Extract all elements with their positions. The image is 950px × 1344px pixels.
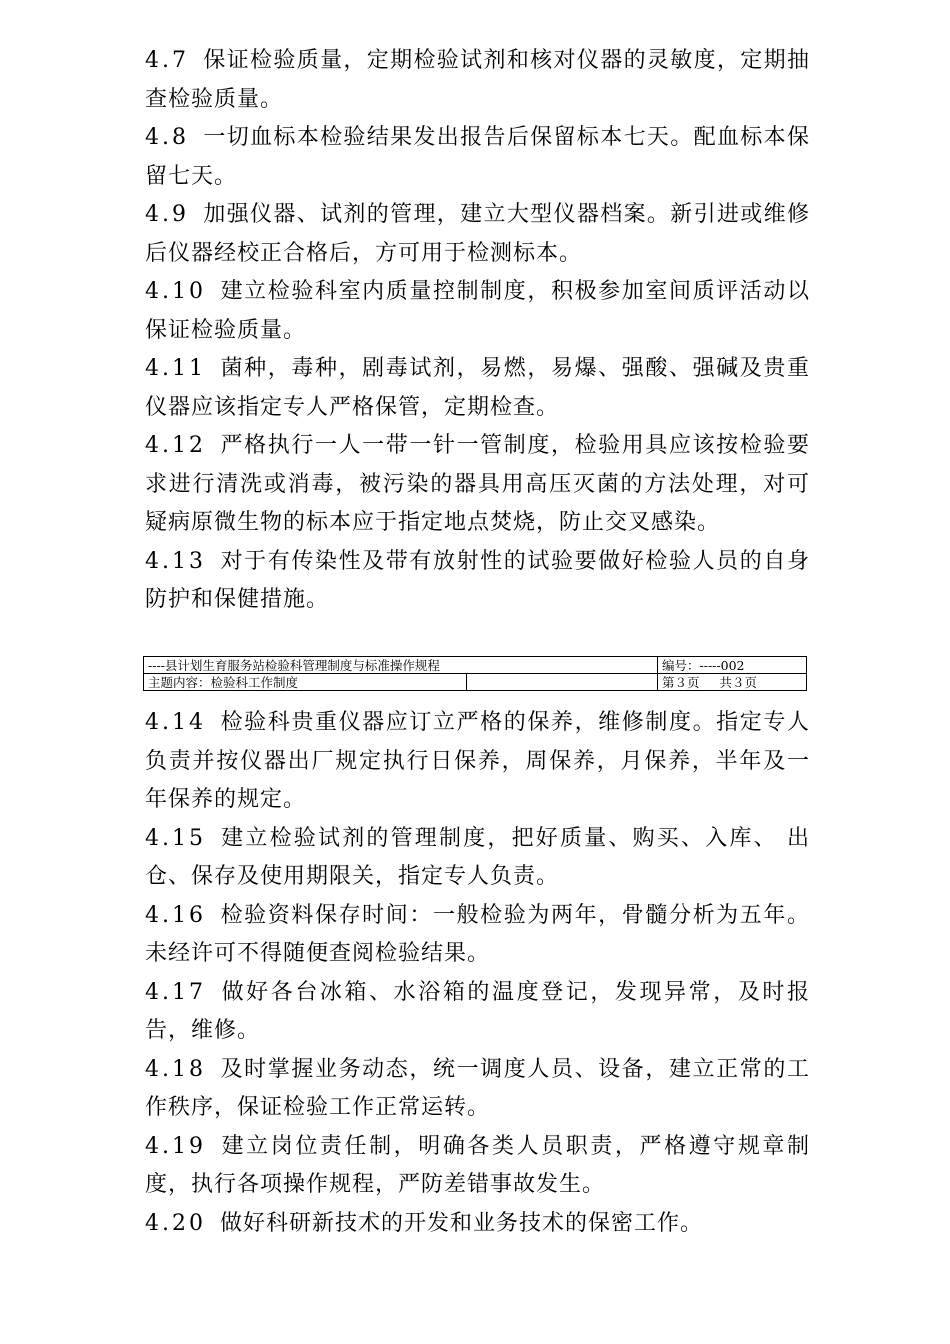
- clause-text: 菌种，毒种，剧毒试剂，易燃，易爆、强酸、强碱及贵重仪器应该指定专人严格保管，定期检查。: [145, 356, 810, 420]
- page-current: 第３页: [662, 674, 700, 690]
- clause-4-14: [145, 704, 810, 820]
- clause-4-8: [145, 119, 810, 196]
- clause-text: 保证检验质量，定期检验试剂和核对仪器的灵敏度，定期抽查检验质量。: [145, 48, 810, 112]
- doc-title: ----县计划生育服务站检验科管理制度与标准操作规程: [144, 657, 658, 674]
- clause-4-13: [145, 543, 810, 620]
- doc-number: 编号：-----002: [658, 657, 807, 674]
- clause-text: 建立检验科室内质量控制制度，积极参加室间质评活动以保证检验质量。: [145, 279, 810, 343]
- clause-number: 4.17: [145, 979, 206, 1005]
- clause-text: 严格执行一人一带一针一管制度，检验用具应该按检验要求进行清洗或消毒，被污染的器具用高压灭菌的方法处理，对可疑病原微生物的标本应于指定地点焚烧，防止交叉感染。: [145, 433, 810, 535]
- clause-4-20: [145, 1205, 810, 1244]
- subject-content: 主题内容：检验科工作制度: [144, 674, 467, 691]
- clause-number: 4.14: [145, 710, 206, 735]
- clause-number: 4.11: [145, 356, 206, 381]
- clause-4-16: [145, 897, 810, 974]
- clause-4-11: [145, 350, 810, 427]
- clause-text: 建立岗位责任制，明确各类人员职责，严格遵守规章制度，执行各项操作规程，严防差错事故发生。: [145, 1133, 810, 1197]
- page-total: 共３页: [719, 674, 758, 690]
- page-content-top: [145, 42, 810, 620]
- header-row-title: [144, 657, 807, 674]
- clause-number: 4.20: [145, 1210, 206, 1236]
- clause-4-18: [145, 1051, 810, 1128]
- clause-number: 4.13: [145, 548, 206, 574]
- clause-text: 加强仪器、试剂的管理，建立大型仪器档案。新引进或维修后仪器经校正合格后，方可用于检测标本。: [145, 202, 810, 266]
- clause-text: 做好各台冰箱、水浴箱的温度登记，发现异常，及时报告，维修。: [145, 979, 810, 1043]
- header-blank-cell: [467, 674, 658, 691]
- clause-text: 做好科研新技术的开发和业务技术的保密工作。: [219, 1210, 703, 1236]
- clause-4-17: [145, 974, 810, 1051]
- clause-text: 一切血标本检验结果发出报告后保留标本七天。配血标本保留七天。: [145, 125, 810, 189]
- clause-text: 检验科贵重仪器应订立严格的保养，维修制度。指定专人负责并按仪器出厂规定执行日保养，周保养，月保养，半年及一年保养的规定。: [145, 710, 810, 812]
- clause-number: 4.7: [145, 48, 189, 73]
- clause-text: 建立检验试剂的管理制度，把好质量、购买、入库、 出仓、保存及使用期限关，指定专人负责。: [145, 825, 810, 889]
- header-row-subject: [144, 674, 807, 691]
- clause-4-15: [145, 820, 810, 897]
- clause-number: 4.15: [145, 825, 206, 851]
- clause-number: 4.10: [145, 279, 206, 304]
- clause-number: 4.18: [145, 1056, 206, 1082]
- clause-4-7: [145, 42, 810, 119]
- clause-number: 4.9: [145, 202, 189, 227]
- clause-number: 4.12: [145, 433, 206, 458]
- clause-4-10: [145, 273, 810, 350]
- clause-text: 及时掌握业务动态，统一调度人员、设备，建立正常的工作秩序，保证检验工作正常运转。: [145, 1056, 810, 1120]
- clause-text: 检验资料保存时间：一般检验为两年，骨髓分析为五年。未经许可不得随便查阅检验结果。: [145, 902, 810, 966]
- page-header-table: [143, 656, 807, 691]
- page-info: [658, 674, 807, 691]
- page-content-bottom: [145, 704, 810, 1243]
- clause-4-12: [145, 427, 810, 543]
- clause-number: 4.19: [145, 1133, 206, 1159]
- clause-text: 对于有传染性及带有放射性的试验要做好检验人员的自身防护和保健措施。: [145, 548, 810, 612]
- clause-number: 4.8: [145, 125, 189, 150]
- clause-4-19: [145, 1128, 810, 1205]
- clause-4-9: [145, 196, 810, 273]
- clause-number: 4.16: [145, 902, 206, 928]
